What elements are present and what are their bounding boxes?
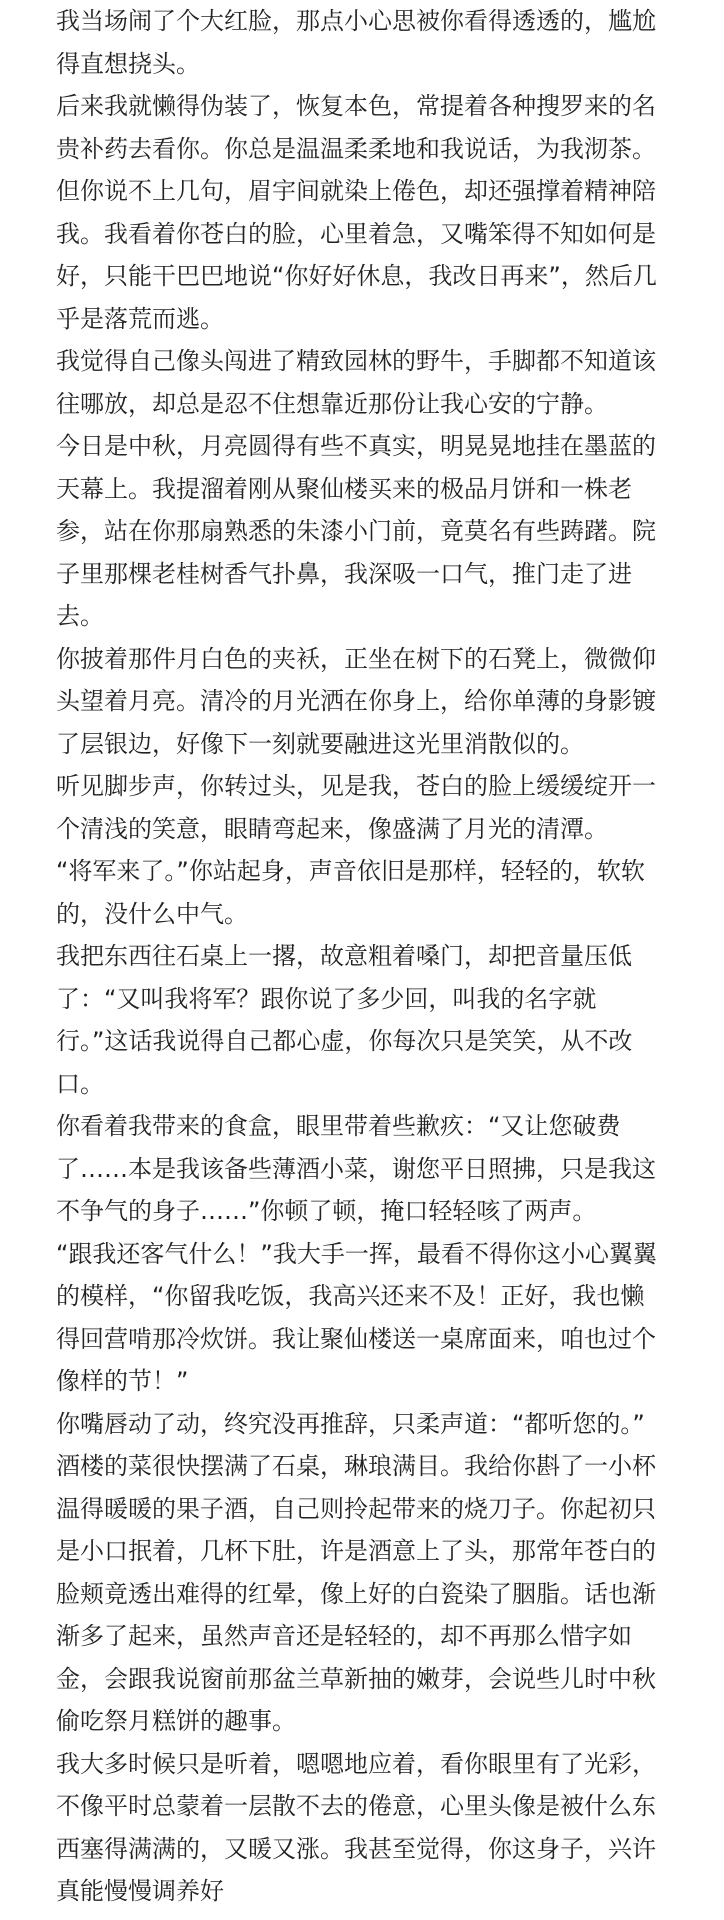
paragraph: 我大多时候只是听着，嗯嗯地应着，看你眼里有了光彩，不像平时总蒙着一层散不去的倦意，心里头像是被什么东西塞得满满的，又暖又涨。我甚至觉得，你这身子，兴许真能慢慢调养好 [56,1749,656,1905]
paragraph: 我觉得自己像头闯进了精致园林的野牛，手脚都不知道该往哪放，却总是忍不住想靠近那份让我心安的宁静。 [56,347,656,418]
paragraph: 我把东西往石桌上一撂，故意粗着嗓门，却把音量压低了：“又叫我将军？跟你说了多少回，叫我的名字就行。”这话我说得自己都心虚，你每次只是笑笑，从不改口。 [56,942,633,1098]
paragraph: 酒楼的菜很快摆满了石桌，琳琅满目。我给你斟了一小杯温得暖暖的果子酒，自己则拎起带来的烧刀子。你起初只是小口抿着，几杯下肚，许是酒意上了头，那常年苍白的脸颊竟透出难得的红晕，像上好的白瓷染了胭脂。话也渐渐多了起来，虽然声音还是轻轻的，却不再那么惜字如金，会跟我说窗前那盆兰草新抽的嫩芽，会说些儿时中秋偷吃祭月糕饼的趣事。 [56,1452,656,1735]
paragraph: 我当场闹了个大红脸，那点小心思被你看得透透的，尴尬得直想挠头。 [56,7,656,78]
paragraph: 你披着那件月白色的夹袄，正坐在树下的石凳上，微微仰头望着月亮。清冷的月光洒在你身上，给你单薄的身影镀了层银边，好像下一刻就要融进这光里消散似的。 [56,644,656,758]
paragraph: 你看着我带来的食盒，眼里带着些歉疚：“又让您破费了……本是我该备些薄酒小菜，谢您平日照拂，只是我这不争气的身子……”你顿了顿，掩口轻轻咳了两声。 [56,1112,656,1225]
paragraph: 今日是中秋，月亮圆得有些不真实，明晃晃地挂在墨蓝的天幕上。我提溜着刚从聚仙楼买来的极品月饼和一株老参，站在你那扇熟悉的朱漆小门前，竟莫名有些踌躇。院子里那棵老桂树香气扑鼻，我深吸一口气，推门走了进去。 [56,432,656,630]
paragraph: “跟我还客气什么！”我大手一挥，最看不得你这小心翼翼的模样，“你留我吃饭，我高兴还来不及！正好，我也懒得回营啃那冷炊饼。我让聚仙楼送一桌席面来，咱也过个像样的节！” [56,1239,657,1395]
paragraph: 听见脚步声，你转过头，见是我，苍白的脸上缓缓绽开一个清浅的笑意，眼睛弯起来，像盛满了月光的清潭。 [56,772,656,843]
paragraph: 你嘴唇动了动，终究没再推辞，只柔声道：“都听您的。” [56,1409,645,1438]
article-body [56,0,668,1913]
paragraph: “将军来了。”你站起身，声音依旧是那样，轻轻的，软软的，没什么中气。 [56,857,645,928]
paragraph: 后来我就懒得伪装了，恢复本色，常提着各种搜罗来的名贵补药去看你。你总是温温柔柔地和我说话，为我沏茶。但你说不上几句，眉宇间就染上倦色，却还强撑着精神陪我。我看着你苍白的脸，心里着急，又嘴笨得不知如何是好，只能干巴巴地说“你好好休息，我改日再来”，然后几乎是落荒而逃。 [56,92,657,333]
